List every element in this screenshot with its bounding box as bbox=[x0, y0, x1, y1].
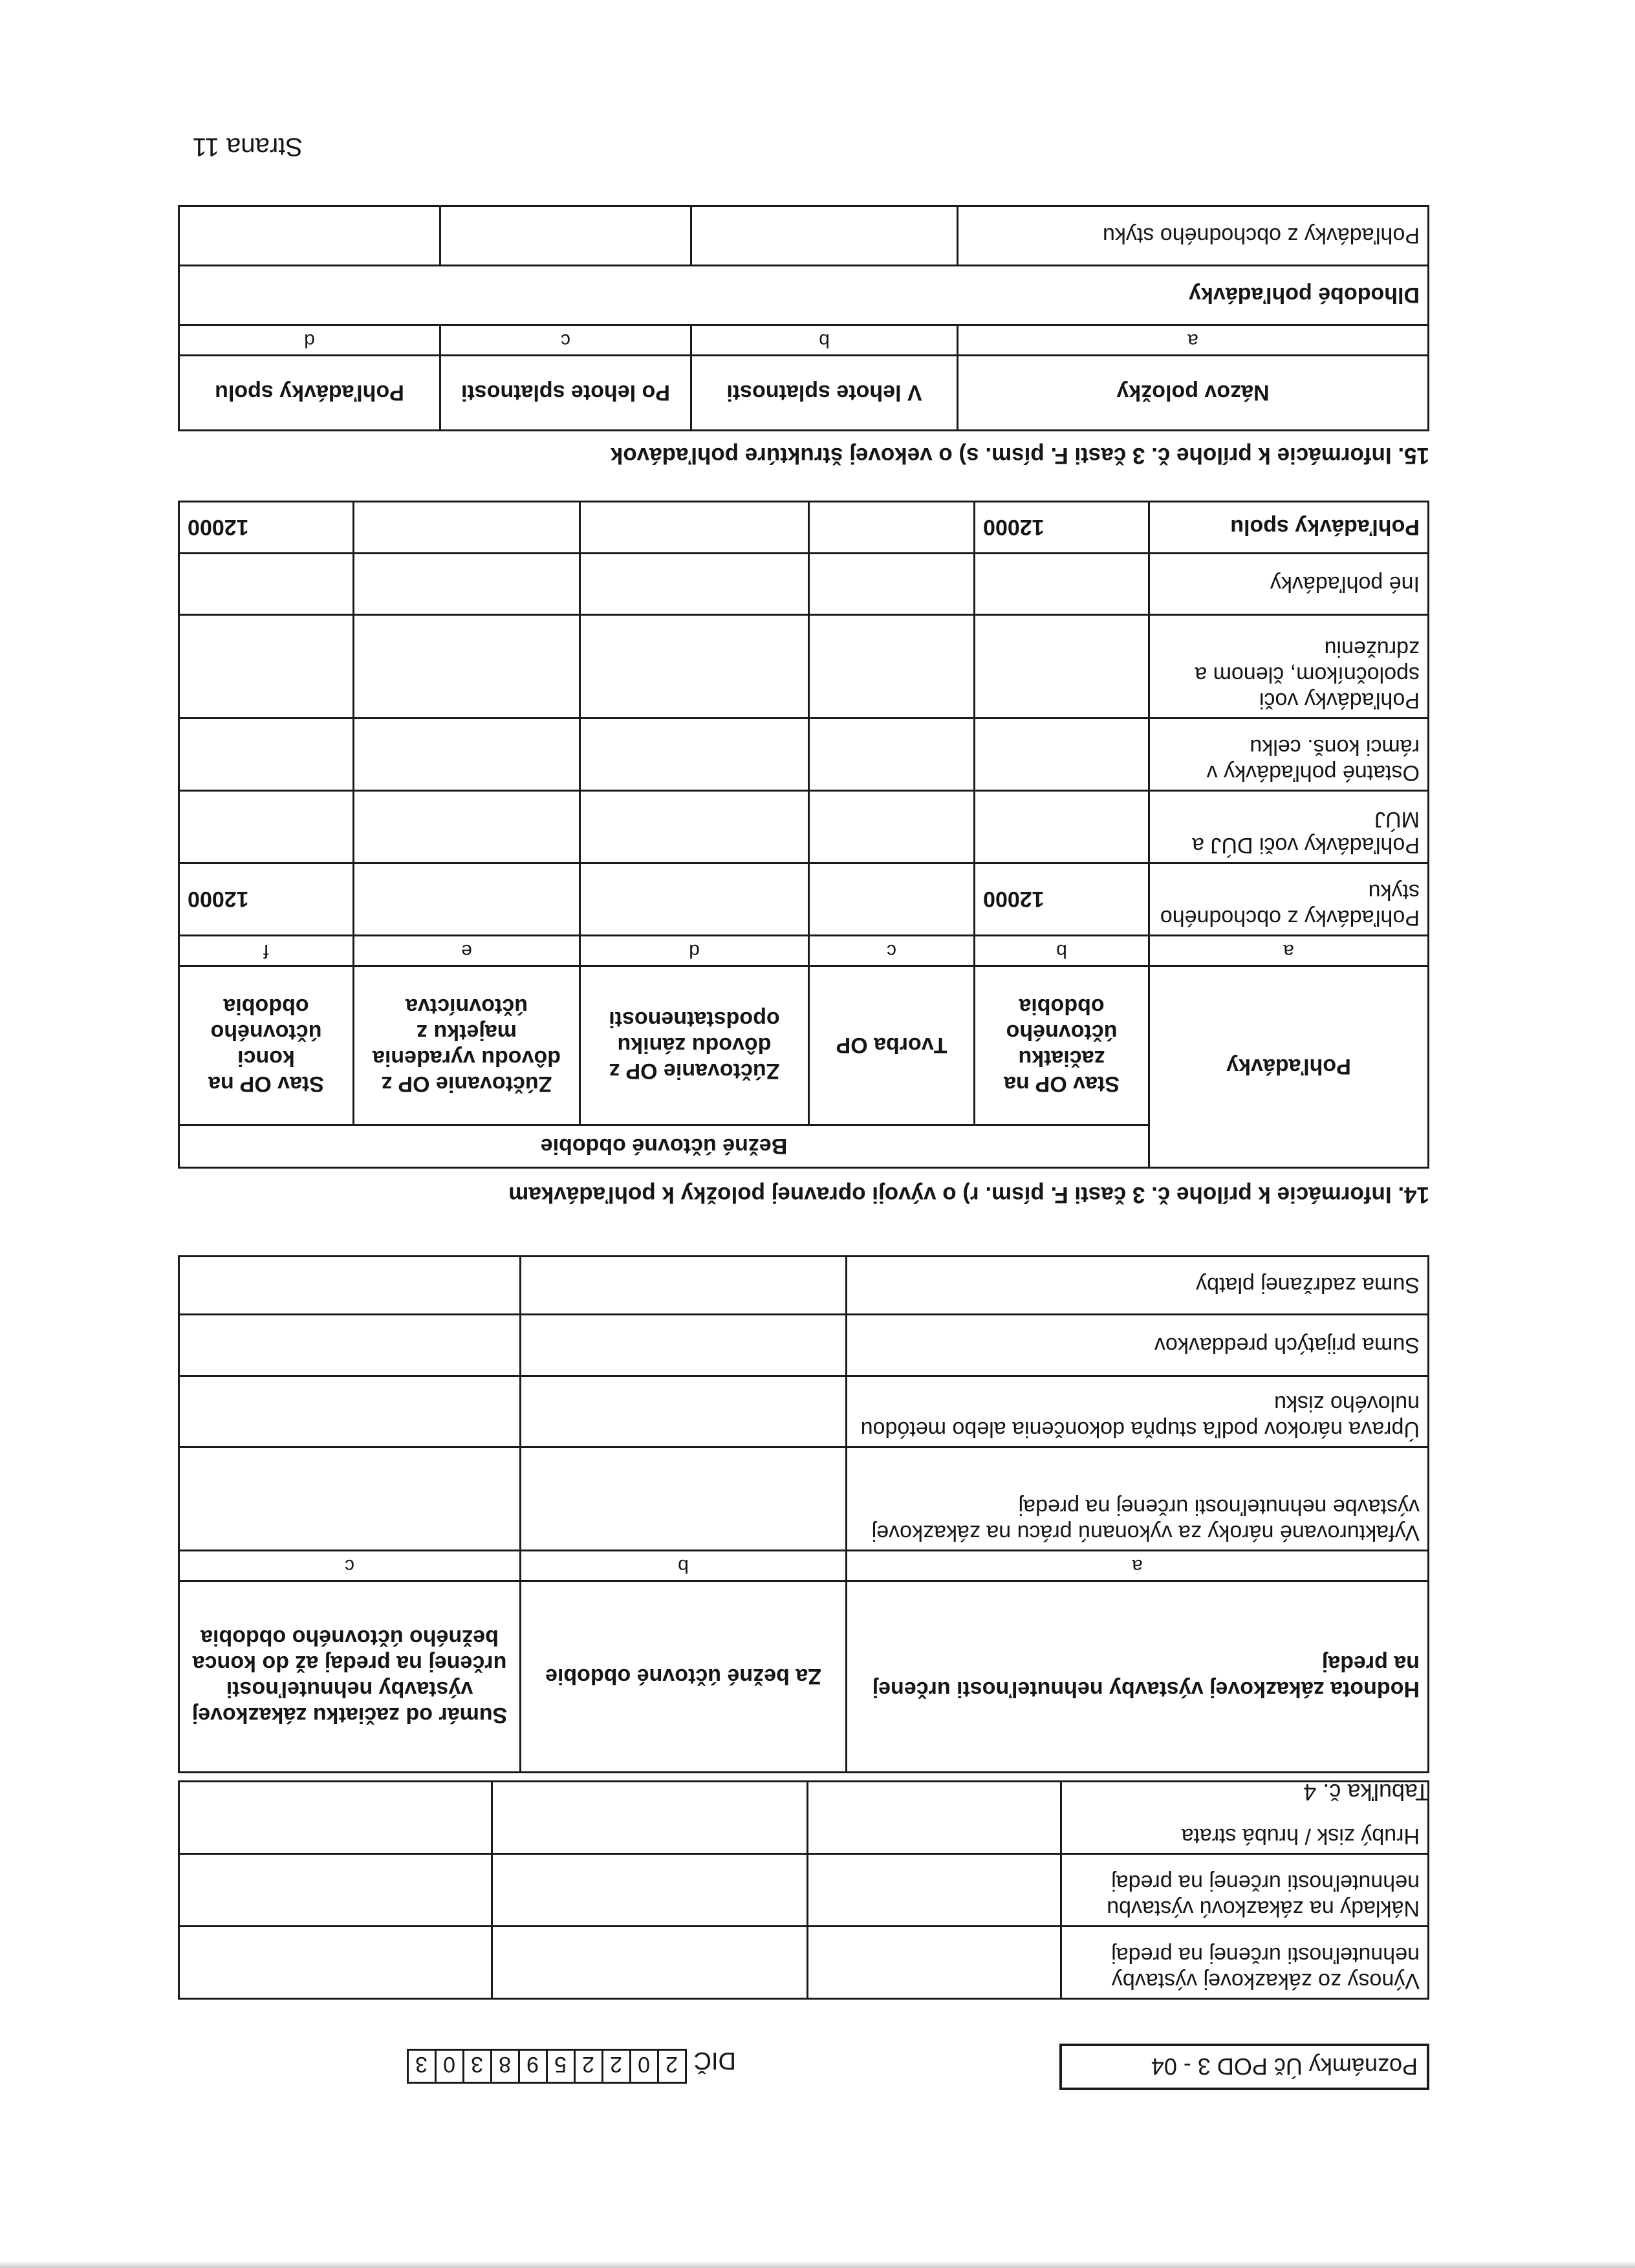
column-header: Sumár od začiatku zákazkovej výstavby nehnuteľnosti určenej na predaj až do konca bežného účtovného obdobia bbox=[179, 1581, 521, 1773]
table-header-row bbox=[179, 1581, 1429, 1773]
release-no-reason bbox=[580, 863, 809, 936]
dic-digit: 0 bbox=[435, 2049, 464, 2084]
release-no-reason bbox=[580, 554, 809, 615]
column-letter: a bbox=[847, 1551, 1429, 1581]
column-letter: b bbox=[521, 1551, 847, 1581]
table-row bbox=[179, 1315, 1429, 1376]
table-cell bbox=[521, 1447, 847, 1551]
group-row bbox=[179, 266, 1429, 325]
release-no-reason bbox=[580, 502, 809, 554]
table-cell bbox=[521, 1257, 847, 1315]
release-disposal bbox=[354, 615, 580, 718]
release-disposal bbox=[354, 502, 580, 554]
release-disposal bbox=[354, 554, 580, 615]
table-cell bbox=[492, 1927, 808, 1999]
column-letter: b bbox=[975, 936, 1149, 966]
row-label: Pohľadávky voči DÚJ a MÚJ bbox=[1149, 791, 1429, 863]
opening-balance: 12000 bbox=[975, 502, 1149, 554]
row-label: Vyfakturované nároky za vykonanú prácu na zákazkovej výstavbe nehnuteľnosti určenej na predaj bbox=[847, 1447, 1429, 1551]
column-letter-row bbox=[179, 325, 1429, 356]
creation bbox=[809, 791, 975, 863]
row-label: Úprava nárokov podľa stupňa dokončenia alebo metódou nulového zisku bbox=[847, 1376, 1429, 1447]
row-label: Hrubý zisk / hrubá strata bbox=[1061, 1782, 1429, 1854]
row-label: Suma zadržanej platby bbox=[847, 1257, 1429, 1315]
table-cell bbox=[521, 1376, 847, 1447]
closing-balance bbox=[179, 718, 354, 791]
table-header-row bbox=[179, 1125, 1429, 1168]
receivables-total bbox=[179, 206, 440, 266]
row-label: Pohľadávky z obchodného styku bbox=[1149, 863, 1429, 936]
form-title: Poznámky Úč POD 3 - 04 bbox=[1151, 2053, 1418, 2080]
release-disposal bbox=[354, 863, 580, 936]
dic-digit: 5 bbox=[546, 2049, 576, 2084]
row-label: Pohľadávky spolu bbox=[1149, 502, 1429, 554]
release-disposal bbox=[354, 791, 580, 863]
column-header: Zúčtovanie OP z dôvodu zániku opodstatnenosti bbox=[580, 966, 809, 1125]
closing-balance bbox=[179, 615, 354, 718]
column-letter: a bbox=[1149, 936, 1429, 966]
opening-balance bbox=[975, 791, 1149, 863]
table-row bbox=[179, 1927, 1429, 1999]
dic-field bbox=[407, 2045, 736, 2084]
aging-table bbox=[178, 205, 1429, 431]
table-row bbox=[179, 554, 1429, 615]
column-header: Pohľadávky bbox=[1149, 966, 1429, 1168]
allowance-table bbox=[178, 501, 1429, 1169]
table-cell bbox=[808, 1927, 1061, 1999]
row-label: Pohľadávky voči spoločníkom, členom a združeniu bbox=[1149, 615, 1429, 718]
table-row bbox=[179, 1782, 1429, 1854]
row-label: Výnosy zo zákazkovej výstavby nehnuteľnosti určenej na predaj bbox=[1061, 1927, 1429, 1999]
construction-result-table bbox=[178, 1780, 1429, 2000]
table4 bbox=[178, 1255, 1429, 1773]
table-cell bbox=[492, 1782, 808, 1854]
column-letter-row bbox=[179, 1551, 1429, 1581]
table-row bbox=[179, 863, 1429, 936]
column-letter: c bbox=[809, 936, 975, 966]
release-no-reason bbox=[580, 718, 809, 791]
period-label: Bežné účtovné obdobie bbox=[179, 1125, 1149, 1168]
opening-balance bbox=[975, 718, 1149, 791]
table-cell bbox=[521, 1315, 847, 1376]
column-letter: e bbox=[354, 936, 580, 966]
column-header: V lehote splatnosti bbox=[691, 356, 958, 431]
opening-balance bbox=[975, 554, 1149, 615]
table-cell bbox=[492, 1854, 808, 1927]
section15-title: 15. Informácie k prílohe č. 3 časti F. písm. s) o vekovej štruktúre pohľadávok bbox=[610, 443, 1429, 468]
row-label: Ostatné pohľadávky v rámci konš. celku bbox=[1149, 718, 1429, 791]
table-cell bbox=[179, 1376, 521, 1447]
table-row bbox=[179, 615, 1429, 718]
table-cell bbox=[179, 1257, 521, 1315]
table-cell bbox=[179, 1315, 521, 1376]
table-row bbox=[179, 206, 1429, 266]
form-title-box bbox=[1059, 2044, 1429, 2090]
column-header: Stav OP na konci účtovného obdobia bbox=[179, 966, 354, 1125]
release-disposal bbox=[354, 718, 580, 791]
closing-balance bbox=[179, 791, 354, 863]
dic-digit: 0 bbox=[629, 2049, 659, 2084]
dic-digit: 9 bbox=[518, 2049, 548, 2084]
creation bbox=[809, 502, 975, 554]
scan-edge bbox=[0, 2262, 1635, 2268]
dic-digit: 2 bbox=[574, 2049, 603, 2084]
column-header: Stav OP na začiatku účtovného obdobia bbox=[975, 966, 1149, 1125]
column-letter: f bbox=[179, 936, 354, 966]
dic-digit: 2 bbox=[657, 2049, 687, 2084]
table-row bbox=[179, 791, 1429, 863]
table-cell bbox=[179, 1854, 492, 1927]
overdue bbox=[440, 206, 691, 266]
table-cell bbox=[808, 1782, 1061, 1854]
table-cell bbox=[179, 1447, 521, 1551]
table-header-row bbox=[179, 356, 1429, 431]
dic-digit: 3 bbox=[462, 2049, 492, 2084]
table-cell bbox=[808, 1854, 1061, 1927]
table4-caption: Tabuľka č. 4 bbox=[1303, 1779, 1429, 1806]
group-label: Dlhodobé pohľadávky bbox=[179, 266, 1429, 325]
creation bbox=[809, 863, 975, 936]
column-letter: b bbox=[691, 325, 958, 356]
dic-digit: 3 bbox=[407, 2049, 437, 2084]
column-letter: a bbox=[958, 325, 1429, 356]
page-number: Strana 11 bbox=[192, 133, 303, 161]
column-header: Zúčtovanie OP z dôvodu vyradenia majetku z účtovníctva bbox=[354, 966, 580, 1125]
creation bbox=[809, 554, 975, 615]
opening-balance: 12000 bbox=[975, 863, 1149, 936]
closing-balance: 12000 bbox=[179, 863, 354, 936]
row-label: Suma prijatých preddavkov bbox=[847, 1315, 1429, 1376]
table-row bbox=[179, 1854, 1429, 1927]
column-letter: d bbox=[179, 325, 440, 356]
table-row bbox=[179, 718, 1429, 791]
dic-digit: 8 bbox=[490, 2049, 520, 2084]
table-cell bbox=[179, 1927, 492, 1999]
column-letter: c bbox=[179, 1551, 521, 1581]
closing-balance: 12000 bbox=[179, 502, 354, 554]
column-header: Tvorba OP bbox=[809, 966, 975, 1125]
creation bbox=[809, 615, 975, 718]
table-row bbox=[179, 1447, 1429, 1551]
column-letter-row bbox=[179, 936, 1429, 966]
creation bbox=[809, 718, 975, 791]
column-letter: c bbox=[440, 325, 691, 356]
section14-title: 14. Informácie k prílohe č. 3 časti F. písm. r) o vývoji opravnej položky k pohľadávkam bbox=[508, 1182, 1429, 1207]
release-no-reason bbox=[580, 615, 809, 718]
column-header: Po lehote splatnosti bbox=[440, 356, 691, 431]
row-label: Iné pohľadávky bbox=[1149, 554, 1429, 615]
table-cell bbox=[179, 1782, 492, 1854]
column-header: Názov položky bbox=[958, 356, 1429, 431]
column-header: Za bežné účtovné obdobie bbox=[521, 1581, 847, 1773]
column-header: Pohľadávky spolu bbox=[179, 356, 440, 431]
column-header: Hodnota zákazkovej výstavby nehnuteľnosti určenej na predaj bbox=[847, 1581, 1429, 1773]
within-due bbox=[691, 206, 958, 266]
opening-balance bbox=[975, 615, 1149, 718]
release-no-reason bbox=[580, 791, 809, 863]
row-label: Náklady na zákazkovú výstavbu nehnuteľnosti určenej na predaj bbox=[1061, 1854, 1429, 1927]
dic-digit: 2 bbox=[601, 2049, 631, 2084]
table-row bbox=[179, 1257, 1429, 1315]
closing-balance bbox=[179, 554, 354, 615]
table-total-row bbox=[179, 502, 1429, 554]
row-label: Pohľadávky z obchodného styku bbox=[958, 206, 1429, 266]
column-letter: d bbox=[580, 936, 809, 966]
dic-label: DIČ bbox=[693, 2046, 736, 2074]
table-row bbox=[179, 1376, 1429, 1447]
